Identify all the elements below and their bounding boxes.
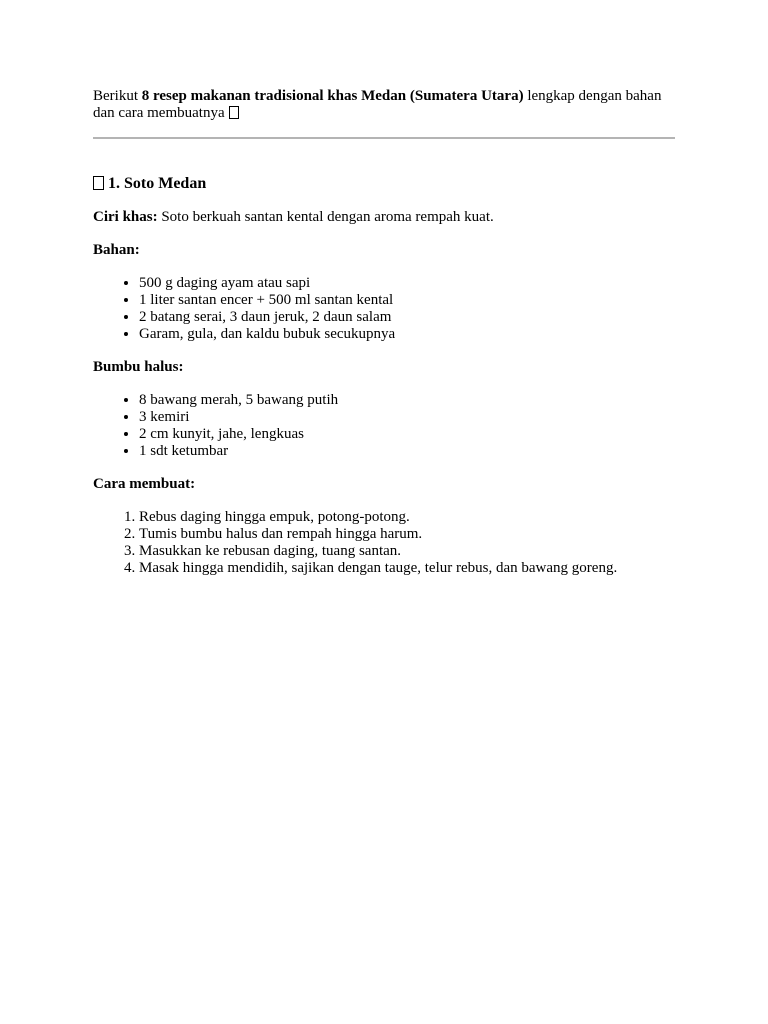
list-item: • 500 g daging ayam atau sapi — [139, 275, 675, 292]
cara-membuat-label: Cara membuat: — [93, 476, 196, 492]
list-item: 3. Masukkan ke rebusan daging, tuang santan. — [139, 543, 675, 560]
ciri-khas-paragraph — [93, 209, 675, 226]
ciri-khas-label: Ciri khas: — [93, 209, 158, 225]
list-item: 4. Masak hingga mendidih, sajikan dengan tauge, telur rebus, dan bawang goreng. — [139, 560, 675, 577]
document-page — [93, 88, 675, 577]
section-title — [93, 175, 675, 193]
ciri-khas-text: Soto berkuah santan kental dengan aroma rempah kuat. — [161, 209, 494, 225]
missing-glyph-icon — [229, 106, 239, 119]
bumbu-halus-label: Bumbu halus: — [93, 359, 184, 375]
list-item: 2. Tumis bumbu halus dan rempah hingga harum. — [139, 526, 675, 543]
intro-paragraph — [93, 88, 675, 122]
section-title-text: 1. Soto Medan — [108, 175, 207, 192]
bumbu-list — [93, 392, 675, 460]
list-item: • 3 kemiri — [139, 409, 675, 426]
list-item: • 1 sdt ketumbar — [139, 443, 675, 460]
bahan-label: Bahan: — [93, 242, 140, 258]
intro-bold-title: 8 resep makanan tradisional khas Medan (Sumatera Utara) — [141, 88, 524, 104]
list-item: • 2 cm kunyit, jahe, lengkuas — [139, 426, 675, 443]
list-item: • 2 batang serai, 3 daun jeruk, 2 daun salam — [139, 309, 675, 326]
list-item: • 8 bawang merah, 5 bawang putih — [139, 392, 675, 409]
missing-glyph-icon — [93, 176, 104, 190]
list-item: • Garam, gula, dan kaldu bubuk secukupnya — [139, 326, 675, 343]
bahan-list — [93, 275, 675, 343]
list-item: • 1 liter santan encer + 500 ml santan kental — [139, 292, 675, 309]
intro-prefix: Berikut — [93, 88, 138, 104]
horizontal-rule — [93, 137, 675, 139]
cara-list — [93, 509, 675, 577]
intro-suffix: lengkap dengan bahan dan cara membuatnya — [93, 88, 662, 121]
list-item: 1. Rebus daging hingga empuk, potong-potong. — [139, 509, 675, 526]
